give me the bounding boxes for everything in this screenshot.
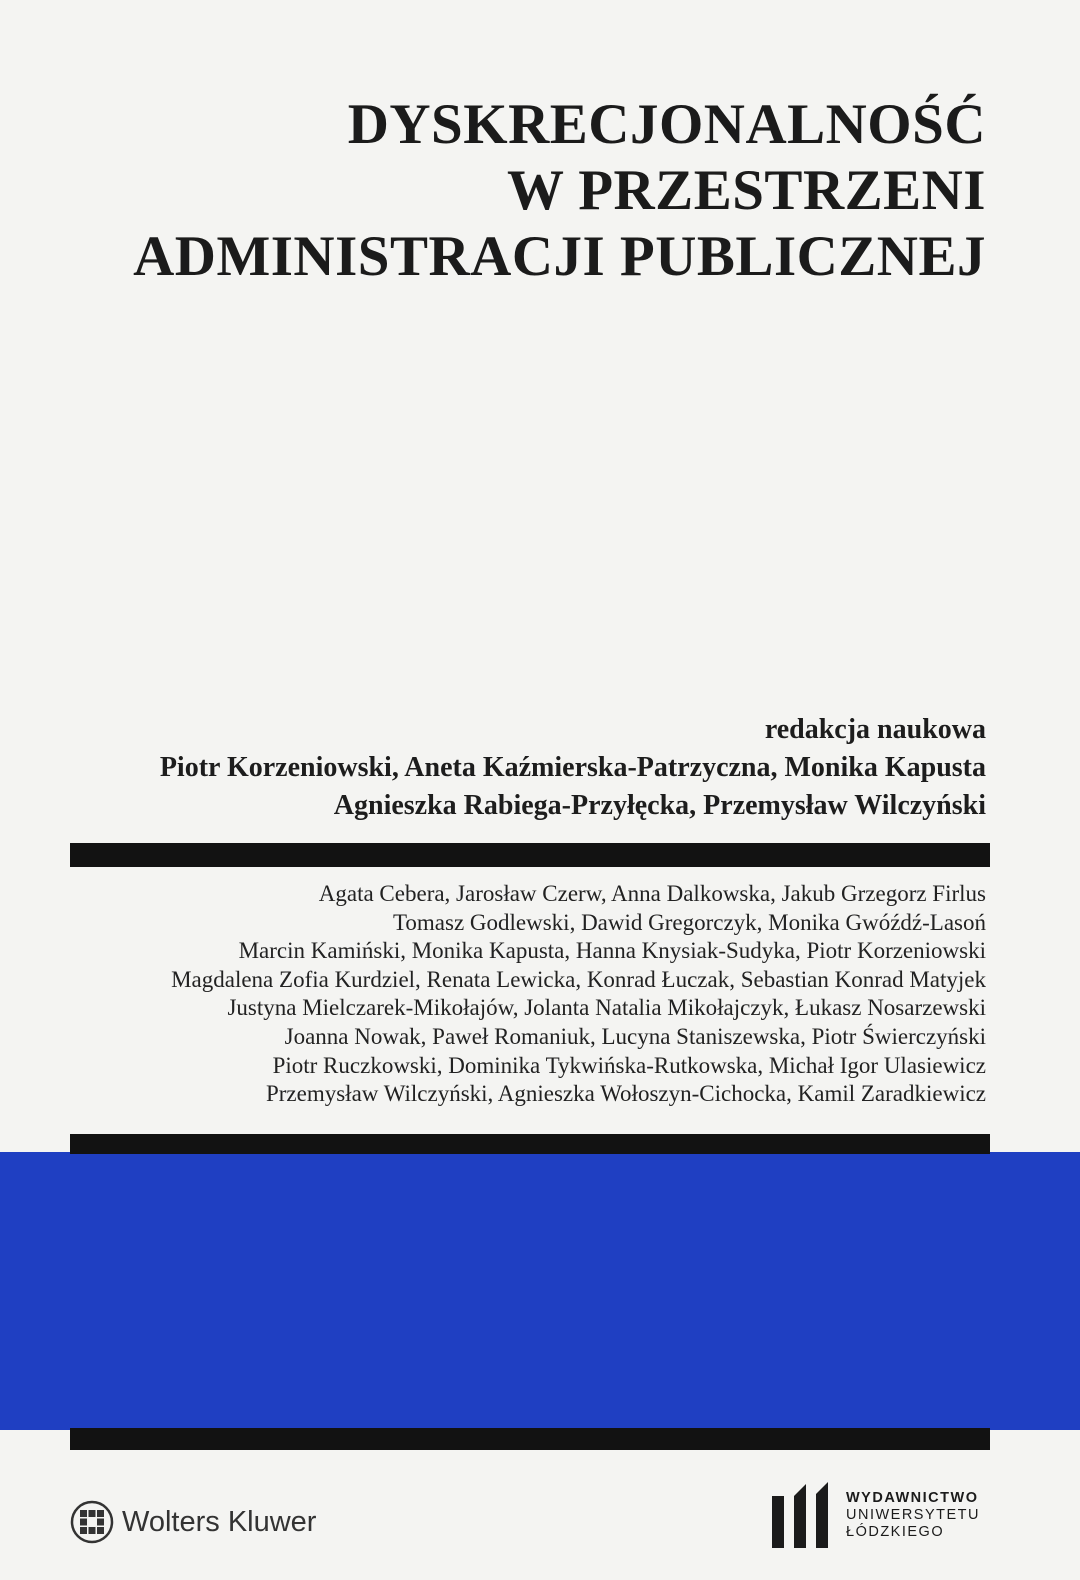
- wul-line-3: ŁÓDZKIEGO: [846, 1523, 945, 1540]
- title-line-3: ADMINISTRACJI PUBLICZNEJ: [133, 225, 986, 288]
- top-divider-bar: [70, 843, 990, 867]
- editors-line-2: Agnieszka Rabiega-Przyłęcka, Przemysław Wilczyński: [333, 790, 986, 821]
- editors-block: [160, 711, 986, 825]
- authors-line-1: Agata Cebera, Jarosław Czerw, Anna Dalkowska, Jakub Grzegorz Firlus: [318, 881, 986, 906]
- title-line-1: DYSKRECJONALNOŚĆ: [347, 93, 986, 156]
- authors-line-7: Piotr Ruczkowski, Dominika Tykwińska-Rutkowska, Michał Igor Ulasiewicz: [272, 1052, 986, 1078]
- wydawnictwo-ul-logo: [770, 1482, 980, 1548]
- authors-line-4: Magdalena Zofia Kurdziel, Renata Lewicka, Konrad Łuczak, Sebastian Konrad Matyjek: [171, 966, 986, 992]
- wolters-kluwer-icon: [70, 1500, 114, 1544]
- middle-divider-bar: [70, 1134, 990, 1154]
- bottom-divider-bar: [70, 1428, 990, 1450]
- authors-line-2: Tomasz Godlewski, Dawid Gregorczyk, Monika Gwóźdź-Lasoń: [392, 909, 986, 935]
- wolters-kluwer-logo: [70, 1500, 316, 1544]
- editors-label: redakcja naukowa: [764, 714, 986, 745]
- authors-line-5: Justyna Mielczarek-Mikołajów, Jolanta Natalia Mikołajczyk, Łukasz Nosarzewski: [227, 995, 986, 1021]
- authors-list: [171, 880, 986, 1109]
- blue-band: [0, 1152, 1080, 1430]
- authors-line-3: Marcin Kamiński, Monika Kapusta, Hanna Knysiak-Sudyka, Piotr Korzeniowski: [238, 938, 986, 964]
- wul-mark-icon: [770, 1482, 832, 1548]
- wolters-kluwer-name: Wolters Kluwer: [122, 1505, 317, 1538]
- book-title: [133, 92, 986, 290]
- wul-line-1: WYDAWNICTWO: [846, 1489, 979, 1506]
- editors-line-1: Piotr Korzeniowski, Aneta Kaźmierska-Patrzyczna, Monika Kapusta: [159, 752, 986, 783]
- authors-line-6: Joanna Nowak, Paweł Romaniuk, Lucyna Staniszewska, Piotr Świerczyński: [284, 1023, 986, 1049]
- wul-line-2: UNIWERSYTETU: [846, 1506, 980, 1523]
- authors-line-8: Przemysław Wilczyński, Agnieszka Wołoszyn-Cichocka, Kamil Zaradkiewicz: [265, 1081, 986, 1107]
- wul-name: [846, 1490, 980, 1541]
- title-line-2: W PRZESTRZENI: [506, 159, 986, 222]
